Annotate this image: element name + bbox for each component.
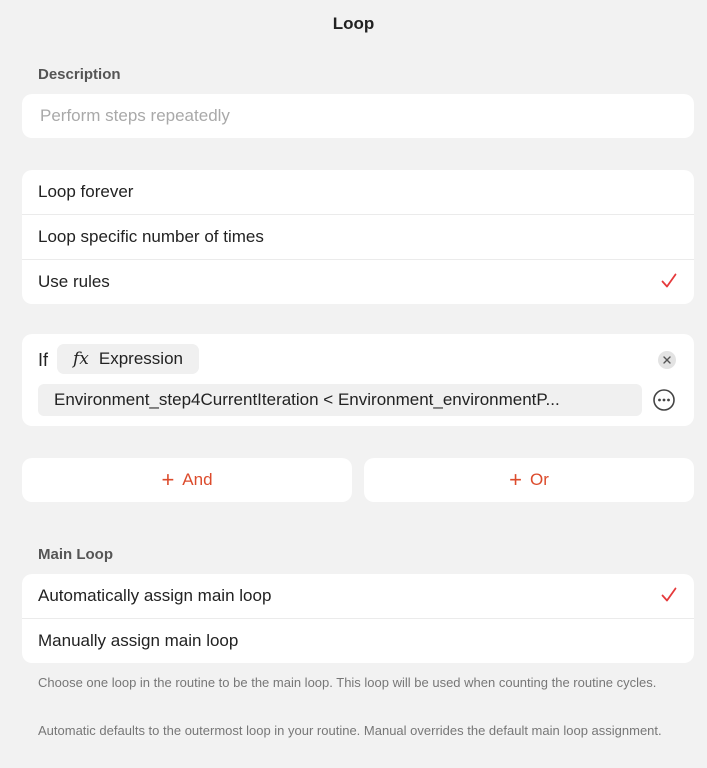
description-input[interactable] — [38, 105, 682, 127]
main-loop-help-text: Automatic defaults to the outermost loop in your routine. Manual overrides the default main loop assignment. — [38, 723, 662, 738]
main-loop-help-text: Choose one loop in the routine to be the main loop. This loop will be used when counting the routine cycles. — [38, 675, 657, 690]
and-label: And — [182, 470, 213, 489]
close-icon — [663, 356, 671, 364]
loop-option-label: Use rules — [38, 272, 110, 291]
main-loop-option-label: Automatically assign main loop — [38, 586, 272, 605]
rule-type-selector[interactable] — [57, 344, 199, 374]
function-icon: fx — [73, 349, 89, 369]
main-loop-option-automatic[interactable] — [22, 574, 694, 619]
more-options-icon[interactable] — [652, 388, 676, 412]
main-loop-label: Main Loop — [38, 546, 113, 563]
rule-type-label: Expression — [98, 349, 183, 368]
main-loop-option-label: Manually assign main loop — [38, 631, 239, 650]
or-label: Or — [529, 470, 549, 489]
loop-option-label: Loop forever — [38, 182, 134, 201]
expression-text: Environment_step4CurrentIteration < Environment_environmentP... — [54, 390, 560, 409]
description-label: Description — [38, 66, 121, 83]
add-or-button[interactable] — [364, 458, 694, 502]
expression-field[interactable] — [38, 384, 642, 416]
remove-rule-button[interactable] — [658, 351, 676, 369]
checkmark-icon — [660, 272, 678, 290]
checkmark-icon — [660, 586, 678, 604]
loop-option-rules[interactable] — [22, 260, 694, 304]
loop-option-forever[interactable] — [22, 170, 694, 215]
loop-option-label: Loop specific number of times — [38, 227, 264, 246]
loop-option-count[interactable] — [22, 215, 694, 260]
plus-icon: + — [509, 467, 522, 492]
if-label: If — [38, 350, 49, 370]
rule-card — [22, 334, 694, 426]
plus-icon: + — [161, 467, 175, 492]
add-and-button[interactable] — [22, 458, 352, 502]
loop-options-list — [22, 170, 694, 304]
main-loop-option-manual[interactable] — [22, 619, 694, 663]
description-field-container — [22, 94, 694, 138]
main-loop-options-list — [22, 574, 694, 663]
page-title: Loop — [332, 14, 375, 33]
